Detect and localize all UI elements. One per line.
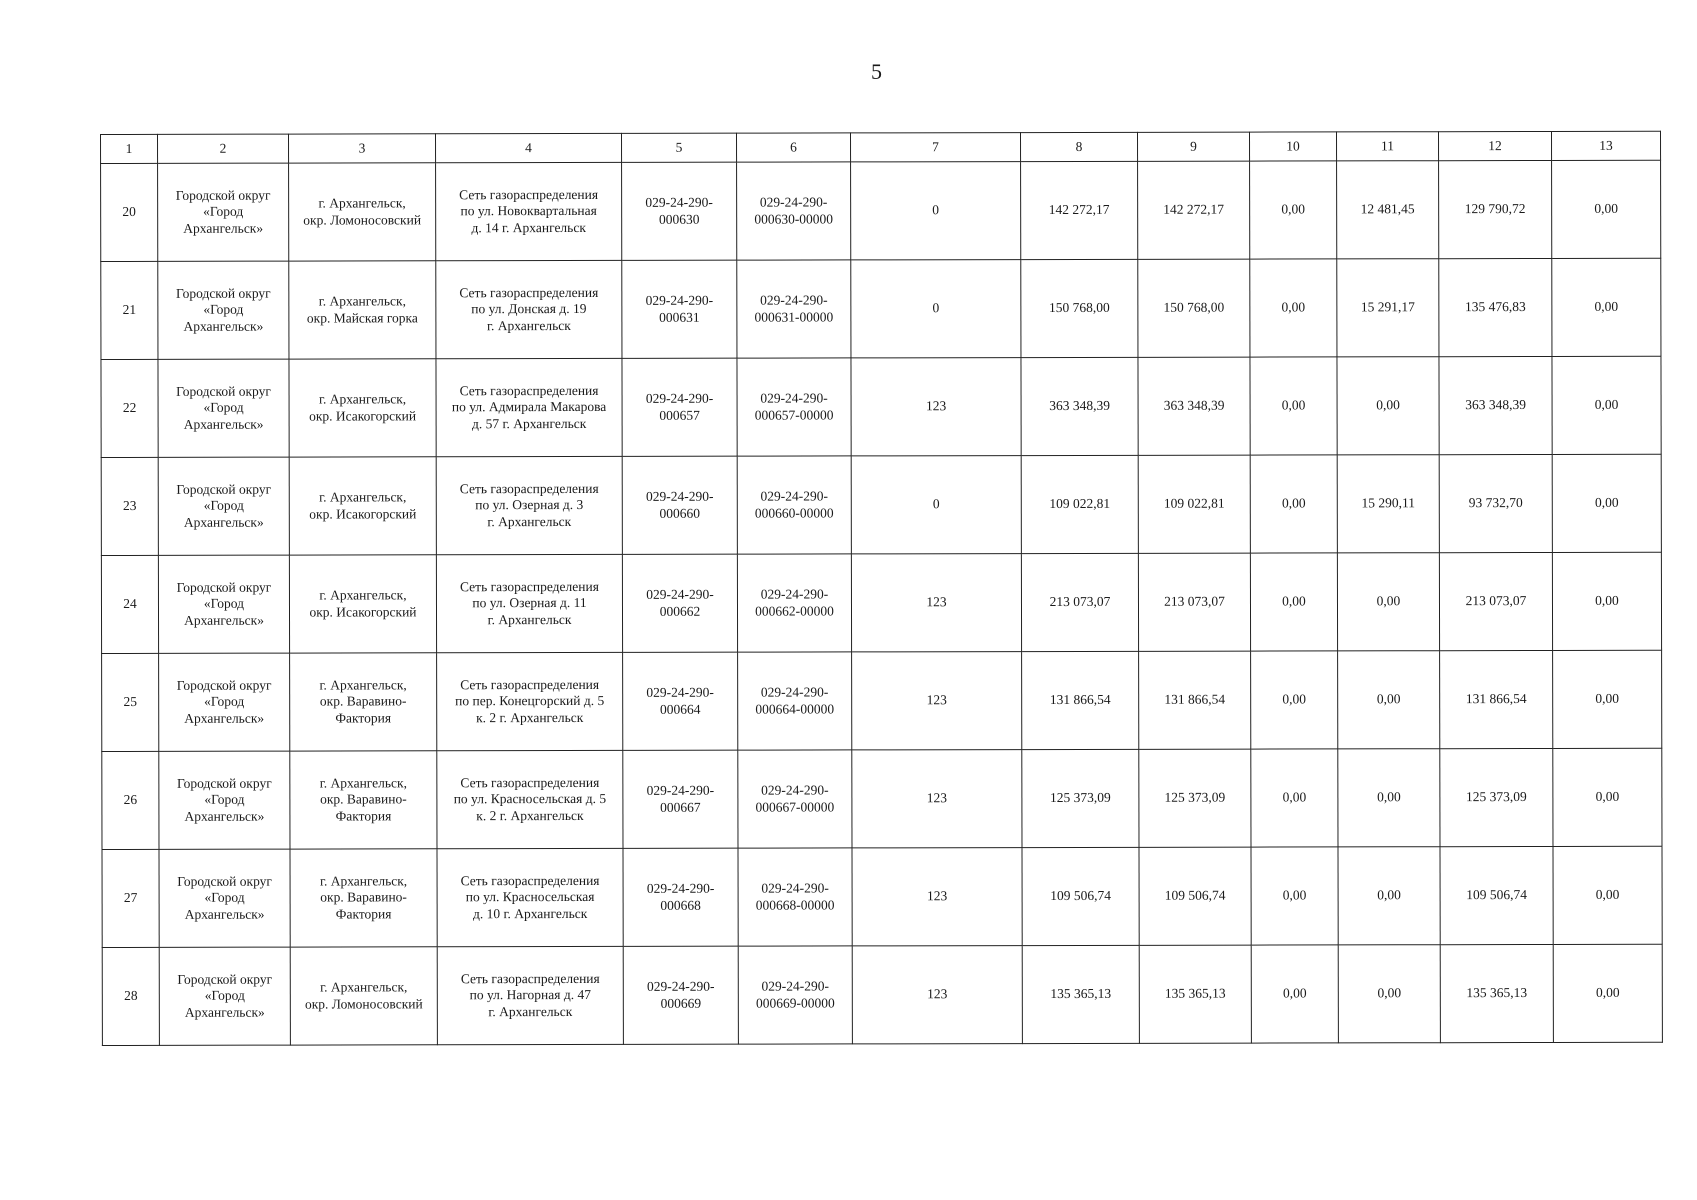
inventory-number-cell (737, 456, 851, 554)
registry-number-line: 000662 (659, 603, 701, 619)
value-9-cell: 125 373,09 (1139, 749, 1251, 847)
value-13-cell: 0,00 (1553, 748, 1662, 846)
object-name-cell (437, 848, 623, 946)
registry-number-line: 000667 (660, 799, 701, 815)
code-cell: 123 (851, 554, 1021, 652)
inventory-number-line: 000662-00000 (755, 602, 834, 619)
value-11-cell: 0,00 (1338, 945, 1440, 1043)
inventory-number-line: 000668-00000 (755, 896, 835, 913)
location-cell (289, 359, 436, 457)
object-name-line: по ул. Озерная д. 11 (472, 595, 587, 611)
inventory-number-cell (738, 946, 852, 1044)
municipality-line: Городской округ (177, 873, 272, 889)
page-number: 5 (871, 59, 882, 84)
registry-number-line: 029-24-290- (645, 292, 714, 308)
row-number-cell: 21 (101, 261, 158, 359)
municipality-line: Городской округ (176, 579, 272, 595)
object-name-line: по ул. Нагорная д. 47 (469, 987, 591, 1003)
column-number-3: 3 (289, 134, 436, 163)
object-name-line: г. Архангельск (486, 317, 571, 333)
table-row (101, 258, 1661, 359)
object-name-line: г. Архангельск (487, 611, 572, 627)
value-8-cell: 150 768,00 (1021, 259, 1138, 357)
municipality-line: «Город (203, 203, 244, 220)
value-13-cell: 0,00 (1553, 944, 1662, 1042)
value-12-cell: 135 476,83 (1439, 258, 1552, 356)
location-line: окр. Варавино- (319, 693, 407, 709)
row-number-cell: 22 (101, 359, 158, 457)
object-name-line: Сеть газораспределения (459, 578, 599, 594)
location-line: окр. Ломоносовский (304, 995, 423, 1012)
location-line: г. Архангельск, (320, 979, 408, 995)
location-cell (289, 163, 436, 261)
table-row (102, 650, 1662, 751)
location-cell (290, 947, 437, 1045)
municipality-line: «Город (203, 301, 244, 318)
municipality-line: «Город (204, 693, 245, 710)
registry-number-cell (622, 162, 737, 260)
municipality-cell (159, 849, 290, 947)
value-8-cell: 213 073,07 (1021, 553, 1138, 651)
code-cell: 0 (851, 260, 1021, 358)
inventory-number-line: 000660-00000 (754, 504, 834, 521)
table-row (101, 454, 1661, 555)
municipality-cell (158, 163, 289, 261)
value-11-cell: 0,00 (1338, 651, 1440, 749)
inventory-number-line: 029-24-290- (761, 978, 830, 994)
column-number-11: 11 (1336, 132, 1438, 161)
value-13-cell: 0,00 (1552, 160, 1661, 258)
inventory-number-line: 029-24-290- (761, 782, 829, 798)
municipality-line: Городской округ (177, 971, 273, 987)
location-cell (290, 751, 437, 849)
registry-number-cell (622, 260, 737, 358)
value-10-cell: 0,00 (1251, 651, 1338, 749)
table-body (101, 131, 1663, 1045)
value-11-cell: 0,00 (1337, 553, 1439, 651)
object-name-line: по ул. Новоквартальная (460, 203, 597, 219)
object-name-line: Сеть газораспределения (459, 186, 599, 202)
column-number-8: 8 (1020, 132, 1137, 161)
row-number-cell: 20 (101, 163, 158, 261)
location-line: г. Архангельск, (319, 873, 408, 889)
object-name-cell (436, 162, 622, 260)
registry-table (100, 131, 1663, 1046)
inventory-number-cell (738, 652, 852, 750)
municipality-cell (158, 359, 289, 457)
location-cell (290, 653, 437, 751)
code-cell: 123 (852, 750, 1022, 848)
value-10-cell: 0,00 (1250, 553, 1337, 651)
value-12-cell: 109 506,74 (1440, 846, 1553, 944)
value-12-cell: 129 790,72 (1439, 160, 1552, 258)
municipality-line: Городской округ (175, 285, 271, 301)
registry-number-line: 000657 (659, 407, 700, 423)
value-9-cell: 150 768,00 (1138, 259, 1250, 357)
value-8-cell: 125 373,09 (1022, 749, 1139, 847)
object-name-line: по ул. Донская д. 19 (471, 301, 587, 317)
value-12-cell: 125 373,09 (1440, 748, 1553, 846)
registry-number-line: 000669 (660, 995, 702, 1011)
municipality-line: «Город (203, 399, 244, 416)
value-11-cell: 15 290,11 (1337, 455, 1439, 553)
municipality-line: Архангельск» (184, 808, 265, 824)
location-line: г. Архангельск, (319, 775, 407, 791)
registry-number-line: 000668 (660, 897, 701, 913)
table-row (101, 160, 1661, 261)
value-8-cell: 109 022,81 (1021, 455, 1138, 553)
inventory-number-line: 029-24-290- (760, 586, 829, 602)
municipality-cell (158, 261, 289, 359)
object-name-line: д. 14 г. Архангельск (471, 219, 586, 235)
object-name-line: по ул. Адмирала Макарова (451, 399, 607, 415)
registry-number-line: 029-24-290- (646, 684, 714, 700)
inventory-number-line: 000657-00000 (754, 406, 834, 423)
municipality-line: Архангельск» (183, 318, 264, 334)
object-name-line: Сеть газораспределения (460, 872, 600, 888)
value-12-cell: 363 348,39 (1439, 356, 1552, 454)
registry-number-line: 000664 (659, 701, 701, 717)
column-number-7: 7 (850, 133, 1020, 162)
location-line: Фактория (335, 906, 392, 922)
object-name-line: к. 2 г. Архангельск (476, 807, 584, 823)
value-9-cell: 363 348,39 (1138, 357, 1250, 455)
registry-number-cell (623, 946, 738, 1044)
location-line: Фактория (335, 710, 392, 726)
inventory-number-line: 029-24-290- (760, 488, 829, 504)
value-12-cell: 135 365,13 (1440, 944, 1553, 1042)
municipality-cell (159, 751, 290, 849)
value-9-cell: 213 073,07 (1138, 553, 1250, 651)
value-13-cell: 0,00 (1553, 846, 1662, 944)
municipality-line: Архангельск» (184, 710, 265, 726)
code-cell: 0 (851, 162, 1021, 260)
value-10-cell: 0,00 (1251, 945, 1338, 1043)
value-10-cell: 0,00 (1250, 357, 1337, 455)
value-11-cell: 12 481,45 (1337, 161, 1439, 259)
object-name-line: Сеть газораспределения (459, 480, 599, 496)
municipality-line: «Город (203, 497, 244, 514)
table-row (102, 944, 1662, 1045)
registry-number-line: 029-24-290- (645, 194, 713, 210)
municipality-cell (158, 555, 289, 653)
registry-number-line: 029-24-290- (645, 390, 714, 406)
code-cell: 0 (851, 456, 1021, 554)
municipality-line: Городской округ (176, 383, 271, 399)
value-13-cell: 0,00 (1552, 356, 1661, 454)
location-line: г. Архангельск, (318, 195, 406, 211)
registry-number-cell (623, 848, 738, 946)
location-line: окр. Варавино- (320, 889, 407, 905)
registry-number-cell (622, 456, 737, 554)
column-number-4: 4 (436, 133, 622, 162)
value-13-cell: 0,00 (1553, 650, 1662, 748)
inventory-number-cell (737, 554, 851, 652)
object-name-line: Сеть газораспределения (460, 676, 600, 692)
location-cell (289, 457, 436, 555)
value-10-cell: 0,00 (1251, 749, 1338, 847)
inventory-number-line: 029-24-290- (761, 880, 829, 896)
value-10-cell: 0,00 (1251, 847, 1338, 945)
object-name-cell (437, 946, 623, 1044)
column-number-9: 9 (1137, 132, 1249, 161)
row-number-cell: 27 (102, 849, 159, 947)
municipality-line: Архангельск» (183, 416, 264, 432)
column-number-10: 10 (1249, 132, 1336, 161)
object-name-cell (437, 652, 623, 750)
registry-number-cell (622, 554, 737, 652)
registry-number-line: 029-24-290- (646, 880, 715, 896)
value-10-cell: 0,00 (1250, 161, 1337, 259)
location-line: г. Архангельск, (318, 391, 407, 407)
municipality-line: Архангельск» (184, 1004, 265, 1020)
municipality-line: «Город (203, 595, 245, 612)
inventory-number-line: 029-24-290- (759, 194, 828, 210)
row-number-cell: 23 (101, 457, 158, 555)
table-row (102, 748, 1662, 849)
location-line: окр. Исакогорский (309, 603, 417, 620)
location-line: г. Архангельск, (319, 677, 407, 693)
municipality-line: Городской округ (176, 677, 272, 693)
registry-number-line: 029-24-290- (647, 978, 715, 994)
object-name-cell (437, 750, 623, 848)
value-12-cell: 131 866,54 (1440, 650, 1553, 748)
registry-number-line: 000631 (659, 309, 700, 325)
column-number-2: 2 (158, 134, 289, 163)
registry-number-cell (622, 358, 737, 456)
value-11-cell: 0,00 (1337, 357, 1439, 455)
value-11-cell: 0,00 (1338, 847, 1440, 945)
object-name-line: по ул. Красносельская (465, 889, 595, 905)
location-cell (289, 555, 436, 653)
column-number-6: 6 (736, 133, 850, 162)
value-10-cell: 0,00 (1250, 259, 1337, 357)
registry-number-line: 000630 (658, 211, 700, 227)
location-line: Фактория (335, 808, 392, 824)
inventory-number-line: 029-24-290- (760, 684, 829, 700)
inventory-number-cell (737, 260, 851, 358)
object-name-cell (436, 358, 622, 456)
inventory-number-line: 000669-00000 (755, 994, 835, 1011)
value-10-cell: 0,00 (1250, 455, 1337, 553)
municipality-cell (158, 457, 289, 555)
value-12-cell: 93 732,70 (1439, 454, 1552, 552)
inventory-number-cell (737, 162, 851, 260)
inventory-number-cell (737, 358, 851, 456)
value-8-cell: 142 272,17 (1021, 161, 1138, 259)
code-cell: 123 (852, 848, 1022, 946)
row-number-cell: 28 (102, 947, 159, 1045)
inventory-number-line: 029-24-290- (760, 292, 828, 308)
inventory-number-line: 000631-00000 (754, 308, 834, 325)
row-number-cell: 25 (102, 653, 159, 751)
code-cell: 123 (851, 358, 1021, 456)
value-11-cell: 15 291,17 (1337, 259, 1439, 357)
object-name-line: Сеть газораспределения (459, 382, 599, 398)
location-line: г. Архангельск, (319, 587, 407, 603)
table-row (102, 846, 1662, 947)
value-9-cell: 142 272,17 (1138, 161, 1250, 259)
registry-number-cell (623, 652, 738, 750)
object-name-line: к. 2 г. Архангельск (476, 709, 584, 725)
object-name-line: по пер. Конецгорский д. 5 (455, 693, 605, 709)
registry-number-line: 000660 (659, 505, 701, 521)
row-number-cell: 24 (101, 555, 158, 653)
object-name-line: д. 10 г. Архангельск (472, 905, 588, 921)
value-9-cell: 109 506,74 (1139, 847, 1251, 945)
value-8-cell: 109 506,74 (1022, 847, 1139, 945)
object-name-line: Сеть газораспределения (459, 284, 599, 300)
inventory-number-line: 000667-00000 (755, 798, 835, 815)
value-12-cell: 213 073,07 (1439, 552, 1552, 650)
location-line: г. Архангельск, (318, 293, 406, 309)
location-line: окр. Ломоносовский (303, 211, 422, 228)
inventory-number-cell (738, 750, 852, 848)
value-8-cell: 131 866,54 (1022, 651, 1139, 749)
column-number-5: 5 (621, 133, 736, 162)
location-line: окр. Варавино- (320, 791, 407, 807)
municipality-line: Городской округ (176, 481, 272, 497)
value-9-cell: 135 365,13 (1139, 945, 1251, 1043)
object-name-line: по ул. Красносельская д. 5 (453, 791, 607, 807)
column-number-13: 13 (1551, 131, 1660, 160)
code-cell: 123 (852, 946, 1022, 1044)
municipality-line: «Город (204, 791, 245, 808)
object-name-line: г. Архангельск (488, 1003, 573, 1019)
municipality-line: Городской округ (176, 775, 272, 791)
object-name-line: г. Архангельск (487, 513, 572, 529)
table-row (101, 552, 1661, 653)
location-line: окр. Майская горка (306, 309, 418, 326)
municipality-line: Городской округ (175, 187, 271, 203)
registry-number-line: 029-24-290- (646, 586, 714, 602)
location-line: г. Архангельск, (319, 489, 407, 505)
municipality-line: Архангельск» (183, 514, 264, 530)
inventory-number-line: 029-24-290- (760, 390, 828, 406)
inventory-number-cell (738, 848, 852, 946)
object-name-cell (436, 554, 622, 652)
column-number-1: 1 (101, 134, 158, 163)
object-name-line: Сеть газораспределения (460, 774, 600, 790)
table-row (101, 356, 1661, 457)
object-name-line: Сеть газораспределения (460, 970, 600, 986)
object-name-cell (436, 260, 622, 358)
code-cell: 123 (852, 652, 1022, 750)
municipality-line: «Город (204, 987, 245, 1004)
inventory-number-line: 000630-00000 (754, 210, 834, 227)
value-9-cell: 131 866,54 (1139, 651, 1251, 749)
municipality-line: Архангельск» (184, 612, 264, 628)
municipality-line: Архангельск» (183, 220, 264, 236)
registry-number-line: 029-24-290- (645, 488, 714, 504)
value-8-cell: 363 348,39 (1021, 357, 1138, 455)
registry-number-cell (623, 750, 738, 848)
registry-number-line: 029-24-290- (646, 782, 715, 798)
location-cell (290, 849, 437, 947)
municipality-line: «Город (204, 889, 245, 906)
value-11-cell: 0,00 (1338, 749, 1440, 847)
value-8-cell: 135 365,13 (1022, 945, 1139, 1043)
location-line: окр. Исакогорский (309, 505, 417, 522)
row-number-cell: 26 (102, 751, 159, 849)
object-name-cell (436, 456, 622, 554)
value-13-cell: 0,00 (1552, 552, 1661, 650)
municipality-line: Архангельск» (184, 906, 265, 922)
location-line: окр. Исакогорский (309, 407, 417, 424)
value-13-cell: 0,00 (1552, 454, 1661, 552)
column-number-12: 12 (1438, 131, 1551, 160)
municipality-cell (159, 947, 290, 1045)
value-13-cell: 0,00 (1552, 258, 1661, 356)
location-cell (289, 261, 436, 359)
column-number-row (101, 131, 1661, 163)
municipality-cell (159, 653, 290, 751)
inventory-number-line: 000664-00000 (755, 700, 835, 717)
value-9-cell: 109 022,81 (1138, 455, 1250, 553)
object-name-line: д. 57 г. Архангельск (471, 415, 587, 431)
object-name-line: по ул. Озерная д. 3 (475, 497, 584, 513)
